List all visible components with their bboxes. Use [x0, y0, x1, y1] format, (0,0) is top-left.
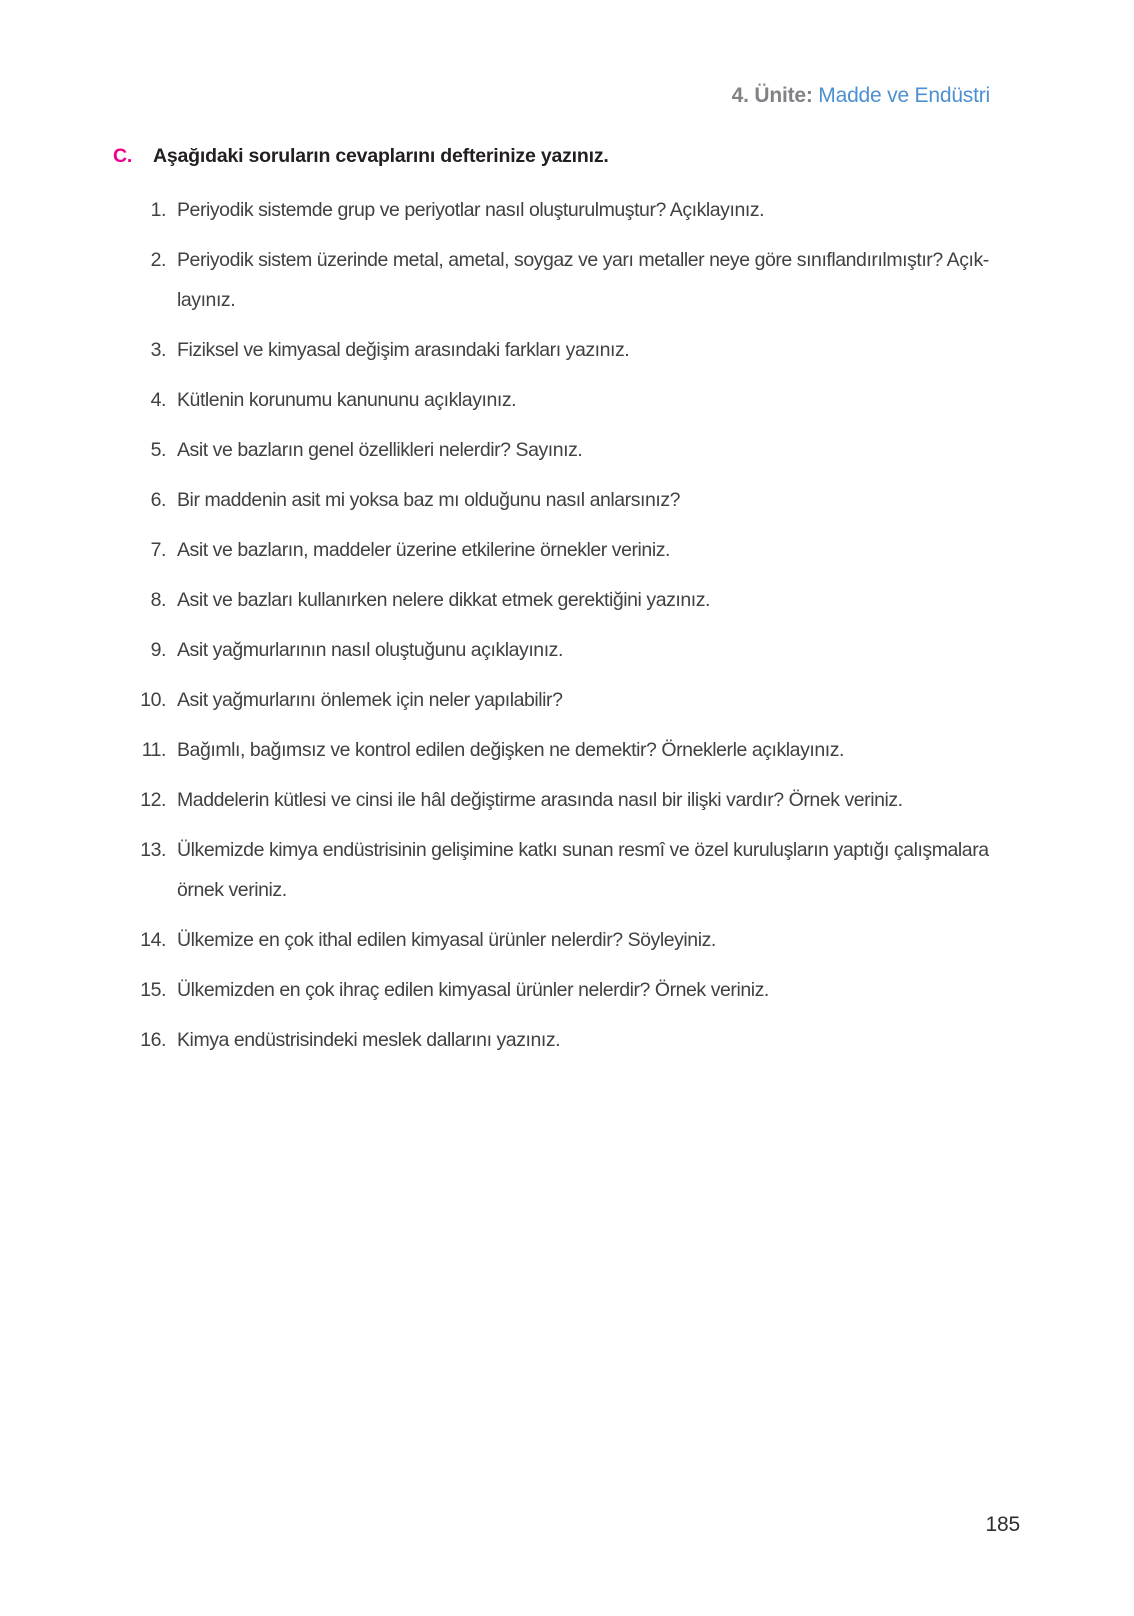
question-text-line: Bir maddenin asit mi yoksa baz mı olduğunu nasıl anlarsınız?: [177, 489, 681, 511]
question-item: [113, 730, 1013, 770]
unit-header: [732, 83, 990, 109]
question-item: [113, 240, 1013, 320]
question-text-line: örnek veriniz.: [177, 879, 287, 901]
question-text-line: Kütlenin korunumu kanununu açıklayınız.: [177, 389, 517, 411]
page-number: 185: [985, 1513, 1020, 1536]
question-text: [177, 380, 516, 420]
question-text: [177, 480, 680, 520]
unit-title: Madde ve Endüstri: [818, 84, 990, 107]
question-text: [177, 580, 710, 620]
question-text-line: Asit ve bazları kullanırken nelere dikkat etmek gerektiğini yazınız.: [177, 589, 710, 611]
section-instruction: Aşağıdaki soruların cevaplarını defterinize yazınız.: [153, 145, 609, 167]
question-number: 8.: [150, 589, 166, 611]
question-text-line: Periyodik sistemde grup ve periyotlar nasıl oluşturulmuştur? Açıklayınız.: [177, 199, 765, 221]
unit-number-label: 4. Ünite:: [731, 84, 813, 107]
section-heading: [113, 144, 609, 168]
question-text-line: Ülkemizden en çok ihraç edilen kimyasal ürünler nelerdir? Örnek veriniz.: [177, 979, 769, 1001]
question-number: 12.: [140, 789, 166, 811]
question-item: [113, 680, 1013, 720]
question-text: [177, 680, 562, 720]
question-item: [113, 830, 1013, 910]
question-number: 11.: [141, 739, 166, 761]
question-number: 9.: [150, 639, 166, 661]
question-text-line: Bağımlı, bağımsız ve kontrol edilen değişken ne demektir? Örneklerle açıklayınız.: [177, 739, 844, 761]
question-item: [113, 780, 1013, 820]
question-number: 6.: [150, 489, 166, 511]
question-item: [113, 190, 1013, 230]
question-text: [177, 430, 582, 470]
question-text-line: Kimya endüstrisindeki meslek dallarını yazınız.: [177, 1029, 561, 1051]
question-number: 14.: [140, 929, 166, 951]
question-text: [177, 780, 903, 820]
question-item: [113, 1020, 1013, 1060]
question-text: [177, 630, 563, 670]
section-letter: C.: [113, 145, 133, 167]
question-number: 2.: [150, 249, 166, 271]
question-number: 4.: [150, 389, 166, 411]
question-text-line: Maddelerin kütlesi ve cinsi ile hâl değiştirme arasında nasıl bir ilişki vardır? Örnek veriniz.: [177, 789, 903, 811]
question-text: [177, 240, 989, 320]
question-number: 1.: [150, 199, 166, 221]
question-text: [177, 970, 769, 1010]
question-text-line: Ülkemizde kimya endüstrisinin gelişimine katkı sunan resmî ve özel kuruluşların yaptığı çalışmalara: [177, 839, 989, 861]
question-text: [177, 830, 989, 910]
question-number: 16.: [140, 1029, 166, 1051]
question-text-line: Asit ve bazların genel özellikleri nelerdir? Sayınız.: [177, 439, 583, 461]
question-text-line: Asit yağmurlarını önlemek için neler yapılabilir?: [177, 689, 563, 711]
question-item: [113, 380, 1013, 420]
question-number: 15.: [140, 979, 166, 1001]
question-text-line: Periyodik sistem üzerinde metal, ametal, soygaz ve yarı metaller neye göre sınıflandırılmıştır? Açık-: [177, 249, 989, 271]
question-item: [113, 430, 1013, 470]
question-number: 13.: [140, 839, 166, 861]
questions-list: [113, 190, 1013, 1070]
question-item: [113, 970, 1013, 1010]
question-text: [177, 920, 716, 960]
question-text: [177, 730, 844, 770]
question-item: [113, 330, 1013, 370]
question-text: [177, 530, 670, 570]
question-text-line: Asit ve bazların, maddeler üzerine etkilerine örnekler veriniz.: [177, 539, 670, 561]
question-text-line: Asit yağmurlarının nasıl oluştuğunu açıklayınız.: [177, 639, 563, 661]
question-item: [113, 580, 1013, 620]
question-item: [113, 630, 1013, 670]
question-text-line: Ülkemize en çok ithal edilen kimyasal ürünler nelerdir? Söyleyiniz.: [177, 929, 716, 951]
question-number: 7.: [150, 539, 166, 561]
question-number: 10.: [140, 689, 166, 711]
question-item: [113, 530, 1013, 570]
question-text-line: layınız.: [177, 289, 236, 311]
question-number: 5.: [150, 439, 166, 461]
question-text: [177, 190, 764, 230]
question-text-line: Fiziksel ve kimyasal değişim arasındaki farkları yazınız.: [177, 339, 630, 361]
question-item: [113, 920, 1013, 960]
question-text: [177, 1020, 560, 1060]
question-item: [113, 480, 1013, 520]
question-text: [177, 330, 629, 370]
question-number: 3.: [150, 339, 166, 361]
